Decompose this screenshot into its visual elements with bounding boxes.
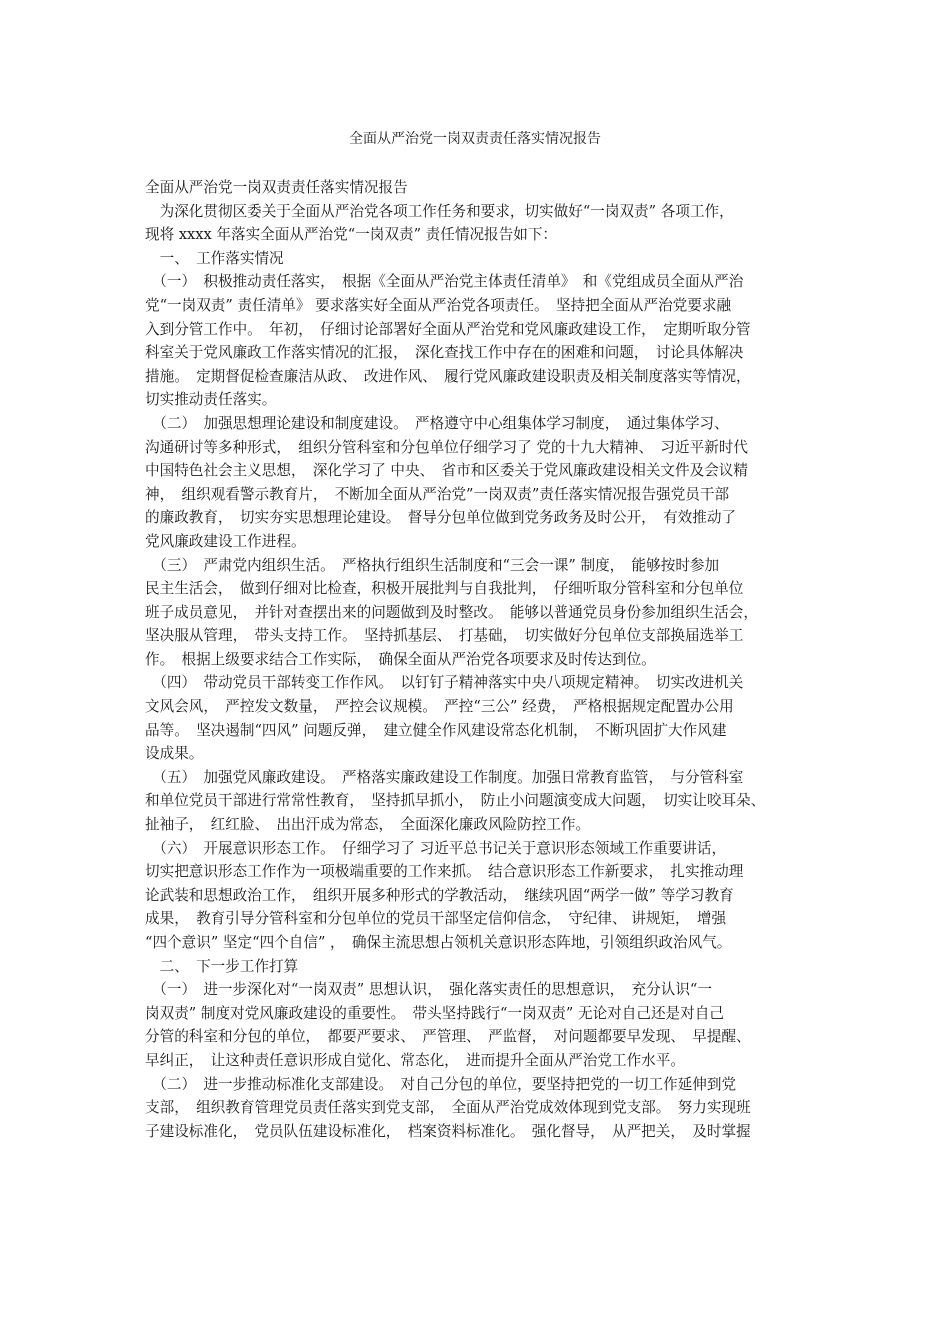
document-text-line: 措施。 定期督促检查廉洁从政、 改进作风、 履行党风廉政建设职责及相关制度落实等情况， [145,367,751,385]
document-text-line: 设成果。 [145,745,204,763]
document-text-line: 文风会风， 严控发文数量， 严控会议规模。 严控“三公” 经费， 严格根据规定配置办公用 [145,698,734,716]
document-text-line: 党“一岗双责” 责任清单》 要求落实好全面从严治党各项责任。 坚持把全面从严治党要求融 [145,296,732,314]
document-text-line: （四） 带动党员干部转变工作作风。 以钉钉子精神落实中央八项规定精神。 切实改进机关 [145,674,744,692]
document-text-line: 的廉政教育， 切实夯实思想理论建设。 督导分包单位做到党务政务及时公开， 有效推动了 [145,509,737,527]
document-text-line: 切实把意识形态工作作为一项极端重要的工作来抓。 结合意识形态工作新要求， 扎实推动理 [145,863,744,881]
document-text-line: 现将 xxxx 年落实全面从严治党“一岗双责” 责任情况报告如下： [145,226,558,244]
document-text-line: 和单位党员干部进行常常性教育， 坚持抓早抓小， 防止小问题演变成大问题， 切实让咬耳朵、 [145,792,766,810]
document-text-line: 扯袖子， 红红脸、 出出汗成为常态， 全面深化廉政风险防控工作。 [145,816,591,834]
document-text-line: 早纠正， 让这种责任意识形成自觉化、常态化， 进而提升全面从严治党工作水平。 [145,1051,685,1069]
document-text-line: 成果， 教育引导分管科室和分包单位的党员干部坚定信仰信念， 守纪律、 讲规矩， 增强 [145,910,727,928]
document-text-line: 神， 组织观看警示教育片， 不断加全面从严治党”一岗双责”责任落实情况报告强党员干部 [145,485,730,503]
document-text-line: 民主生活会， 做到仔细对比检查，积极开展批判与自我批判， 仔细听取分管科室和分包单位 [145,580,744,598]
document-text-line: 切实推动责任落实。 [145,391,277,409]
document-text-line: 沟通研讨等多种形式， 组织分管科室和分包单位仔细学习了 党的十九大精神、 习近平新时代 [145,438,748,456]
document-text-line: （五） 加强党风廉政建设。 严格落实廉政建设工作制度。加强日常教育监管， 与分管科室 [145,768,744,786]
document-text-line: 论武装和思想政治工作， 组织开展多种形式的学教活动， 继续巩固“两学一做” 等学习教育 [145,886,734,904]
document-text-line: 作。 根据上级要求结合工作实际， 确保全面从严治党各项要求及时传达到位。 [145,650,656,668]
document-text-line: （二） 加强思想理论建设和制度建设。 严格遵守中心组集体学习制度， 通过集体学习、 [145,414,729,432]
document-text-line: 全面从严治党一岗双责责任落实情况报告 [145,179,408,196]
document-text-line: （六） 开展意识形态工作。 仔细学习了 习近平总书记关于意识形态领域工作重要讲话， [145,839,727,857]
document-text-line: 入到分管工作中。 年初， 仔细讨论部署好全面从严治党和党风廉政建设工作， 定期听取分管 [145,320,751,338]
document-text-line: 班子成员意见， 并针对查摆出来的问题做到及时整改。 能够以普通党员身份参加组织生活会， [145,603,758,621]
document-text-line: 二、 下一步工作打算 [145,957,299,975]
document-text-line: 党风廉政建设工作进程。 [145,532,306,550]
document-text-line: 坚决服从管理， 带头支持工作。 坚持抓基层、 打基础， 切实做好分包单位支部换届选举工 [145,627,744,645]
document-text-line: （二） 进一步推动标准化支部建设。 对自己分包的单位，要坚持把党的一切工作延伸到党 [145,1075,737,1093]
document-text-line: 子建设标准化， 党员队伍建设标准化， 档案资料标准化。 强化督导， 从严把关， 及时掌握 [145,1122,751,1140]
document-text-line: “四个意识” 坚定“四个自信” ， 确保主流思想占领机关意识形态阵地，引领组织政治风气。 [145,934,732,951]
document-text-line: 品等。 坚决遏制“四风” 问题反弹， 建立健全作风建设常态化机制， 不断巩固扩大作风建 [145,721,727,739]
document-text-line: 支部， 组织教育管理党员责任落实到党支部， 全面从严治党成效体现到党支部。 努力实现班 [145,1099,751,1117]
document-text-line: 一、 工作落实情况 [145,249,284,267]
document-text-line: （三） 严肃党内组织生活。 严格执行组织生活制度和“三会一课” 制度， 能够按时参加 [145,556,720,574]
document-body [145,176,815,1143]
document-text-line: 科室关于党风廉政工作落实情况的汇报， 深化查找工作中存在的困难和问题， 讨论具体解决 [145,344,744,362]
document-text-line: 岗双责” 制度对党风廉政建设的重要性。 带头坚持践行“一岗双责” 无论对自己还是对自己 [145,1004,724,1022]
document-text-line: （一） 进一步深化对“一岗双责” 思想认识， 强化落实责任的思想意识， 充分认识“一 [145,981,712,999]
document-text-line: 分管的科室和分包的单位， 都要严要求、 严管理、 严监督， 对问题都要早发现、 早提醒、 [145,1028,751,1046]
document-title: 全面从严治党一岗双责责任落实情况报告 [349,131,601,147]
document-text-line: 中国特色社会主义思想， 深化学习了 中央、 省市和区委关于党风廉政建设相关文件及会议精 [145,462,748,480]
document-text-line: （一） 积极推动责任落实， 根据《全面从严治党主体责任清单》 和《党组成员全面从严治 [145,273,744,291]
document-text-line: 为深化贯彻区委关于全面从严治党各项工作任务和要求，切实做好“一岗双责” 各项工作， [145,202,734,220]
